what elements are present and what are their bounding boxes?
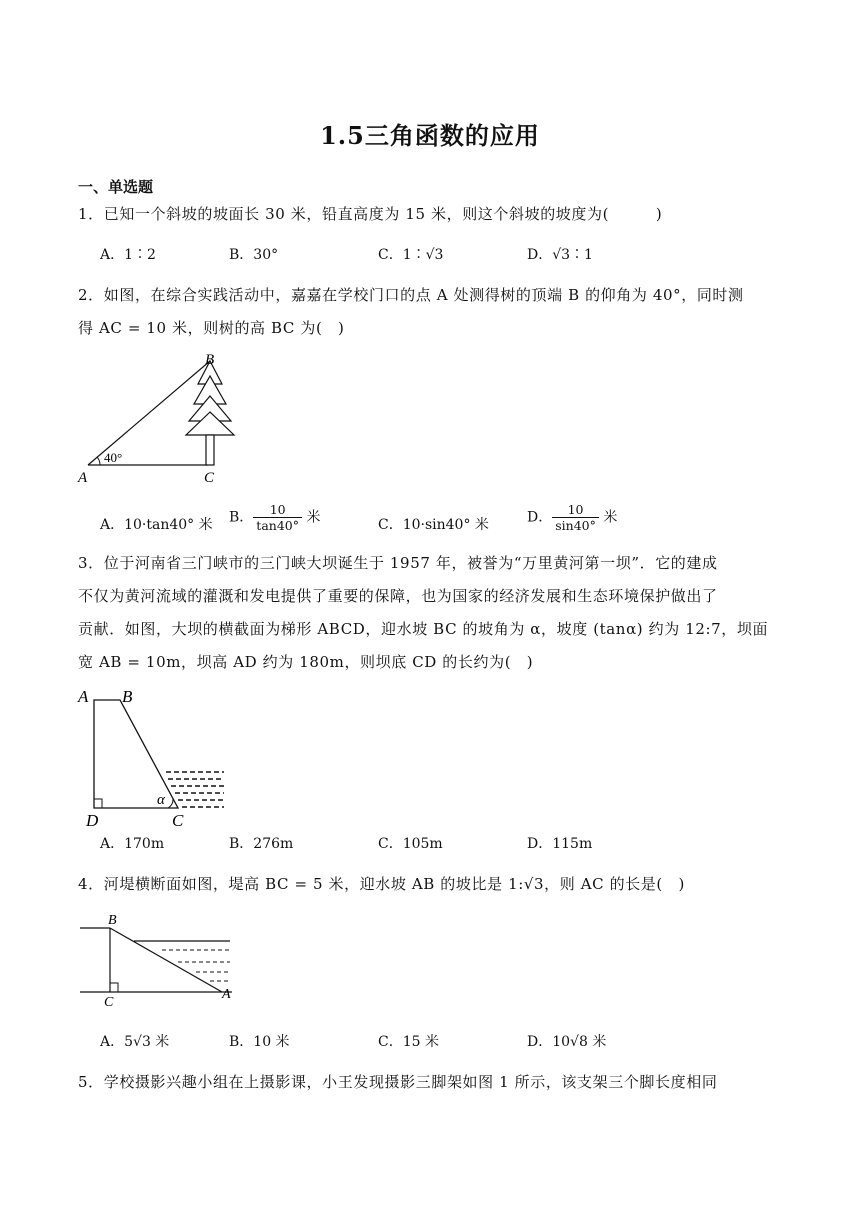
dam-trapezoid [94, 700, 178, 808]
question-3-line-3: 贡献．如图，大坝的横截面为梯形 ABCD，迎水坡 BC 的坡角为 α，坡度 (tanα) 约为 12:7，坝面 [78, 620, 769, 638]
q1-option-a: A．1∶2 [100, 247, 156, 263]
dam-figure [74, 684, 234, 830]
question-5-text: 5．学校摄影兴趣小组在上摄影课，小王发现摄影三脚架如图 1 所示，该支架三个脚长度相同 [78, 1073, 718, 1091]
water-lines [162, 950, 230, 981]
angle-label: 40° [104, 450, 123, 465]
q3-option-d: D．115m [527, 836, 593, 852]
label-b: B [108, 913, 117, 928]
question-4-text: 4．河堤横断面如图，堤高 BC = 5 米，迎水坡 AB 的坡比是 1:√3，则 AC 的长是( ) [78, 875, 685, 893]
question-3-line-2: 不仅为黄河流域的灌溉和发电提供了重要的保障，也为国家的经济发展和生态环境保护做出了 [78, 587, 718, 605]
question-3-line-4: 宽 AB = 10m，坝高 AD 约为 180m，则坝底 CD 的长约为( ) [78, 653, 534, 671]
q2-option-c: C．10·sin40° 米 [378, 517, 489, 533]
label-a: A [78, 470, 88, 486]
levee-figure [74, 910, 244, 1010]
label-d: D [86, 811, 99, 830]
label-b: B [122, 687, 133, 706]
q3-option-b: B．276m [229, 836, 294, 852]
line-ab [110, 928, 222, 992]
q3-option-a: A．170m [100, 836, 165, 852]
q4-option-d: D．10√8 米 [527, 1034, 607, 1050]
question-2-line-1: 2．如图，在综合实践活动中，嘉嘉在学校门口的点 A 处测得树的顶端 B 的仰角为 40°，同时测 [78, 286, 744, 304]
label-alpha: α [157, 792, 165, 808]
question-1-text: 1．已知一个斜坡的坡面长 30 米，铅直高度为 15 米，则这个斜坡的坡度为( ) [78, 205, 663, 223]
tree-trunk [206, 435, 214, 465]
tree-figure [74, 348, 244, 488]
q4-option-c: C．15 米 [378, 1034, 439, 1050]
page-title: 1.5三角函数的应用 [320, 121, 540, 150]
q4-option-a: A．5√3 米 [100, 1034, 170, 1050]
q2-option-d: D． $\frac{10}{\sin 40^\circ}$ 米 [527, 502, 618, 533]
section-heading: 一、单选题 [78, 178, 154, 196]
question-2-line-2: 得 AC = 10 米，则树的高 BC 为( ) [78, 319, 345, 337]
q1-option-b: B．30° [229, 247, 279, 263]
q3-option-c: C．105m [378, 836, 443, 852]
angle-arc [98, 458, 101, 466]
label-c: C [172, 811, 184, 830]
q1-option-c: C．1∶√3 [378, 247, 444, 263]
label-a: A [222, 987, 231, 1002]
right-angle-mark [110, 983, 118, 992]
label-c: C [204, 470, 215, 486]
q1-option-d: D．√3∶1 [527, 247, 593, 263]
q2-option-a: A．10·tan40° 米 [100, 517, 213, 533]
label-c: C [104, 995, 114, 1010]
q2-option-b: B． $\frac{10}{\tan 40^\circ}$ 米 [229, 502, 321, 533]
label-b: B [205, 352, 215, 368]
q4-option-b: B．10 米 [229, 1034, 290, 1050]
label-a: A [78, 687, 89, 706]
question-3-line-1: 3．位于河南省三门峡市的三门峡大坝诞生于 1957 年，被誉为“万里黄河第一坝”．它的建成 [78, 554, 718, 572]
